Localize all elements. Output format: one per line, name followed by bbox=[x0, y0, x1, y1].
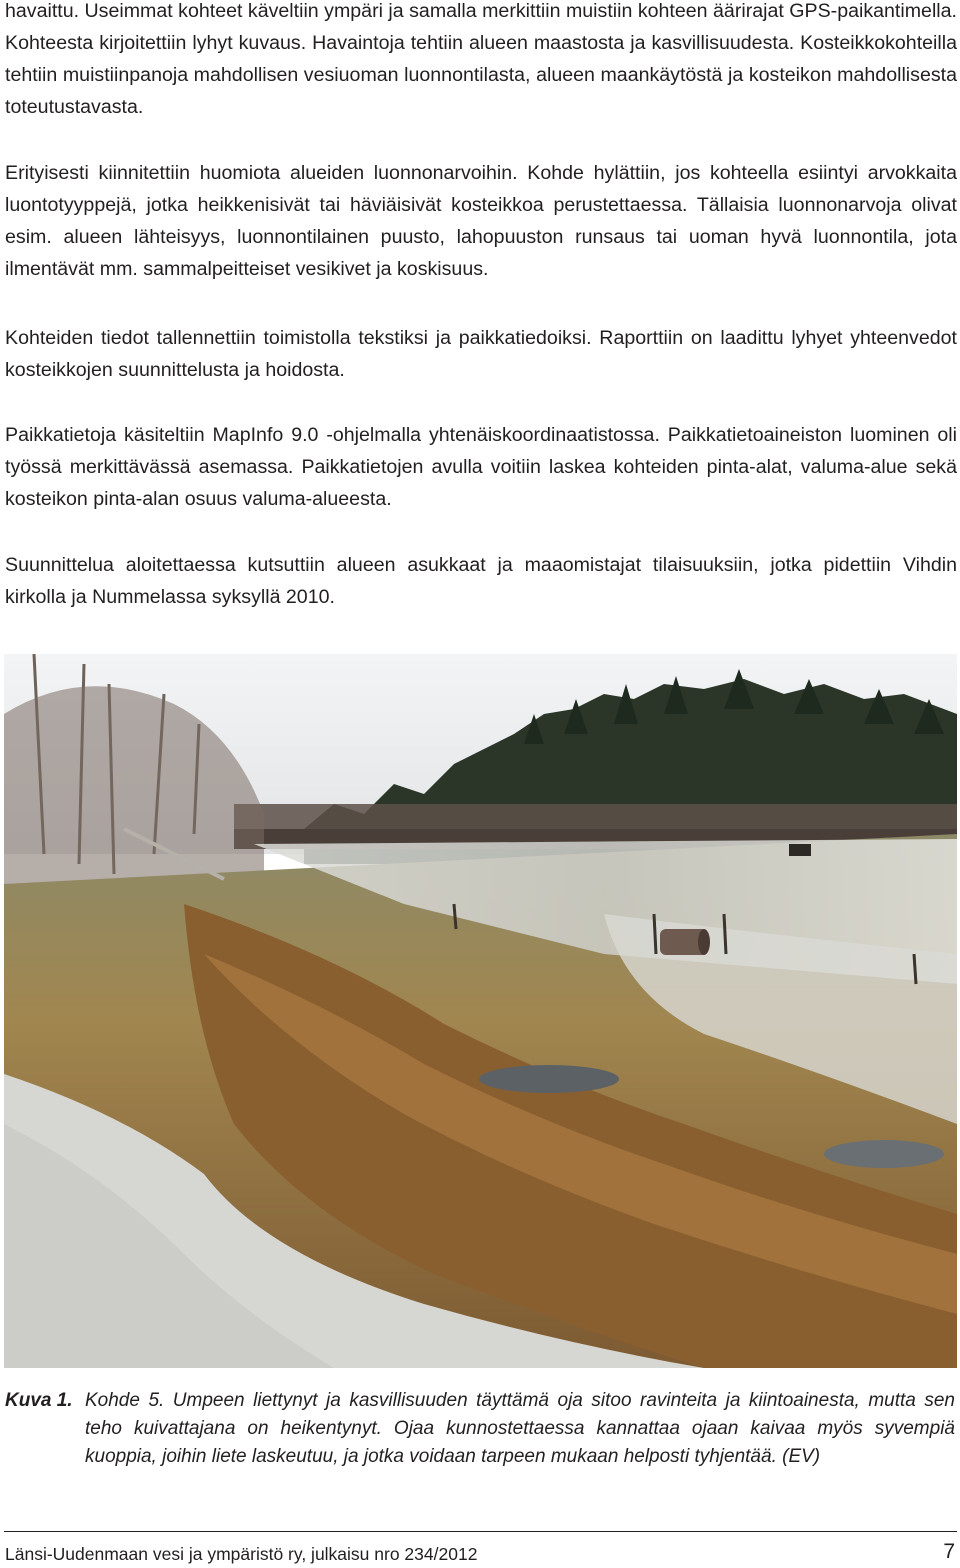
footer-divider bbox=[4, 1531, 957, 1532]
page-number: 7 bbox=[943, 1540, 955, 1563]
water-pool bbox=[479, 1065, 619, 1093]
body-paragraph-4: Paikkatietoja käsiteltiin MapInfo 9.0 -ohjelmalla yhtenäiskoordinaatistossa. Paikkatietoaineiston luominen oli työssä merkittävässä asemassa. Paikkatietojen avulla voitiin laskea kohteiden pinta-alat, valuma-alue sekä kosteikon pinta-alan osuus valuma-alueesta. bbox=[5, 424, 957, 510]
figure-label: Kuva 1. bbox=[5, 1390, 73, 1411]
figure-caption-text: Kohde 5. Umpeen liettynyt ja kasvillisuuden täyttämä oja sitoo ravinteita ja kiintoainesta, mutta sen teho kuivattajana on heikentynyt. Ojaa kunnostettaessa kannattaa ojaan kaivaa myös syvempiä kuoppia, joihin liete laskeutuu, ja jotka voidaan tarpeen mukaan helposti tyhjentää. (EV) bbox=[85, 1390, 955, 1467]
body-paragraph-3: Kohteiden tiedot tallennettiin toimistolla tekstiksi ja paikkatiedoiksi. Raporttiin on laadittu lyhyet yhteenvedot kosteikkojen suunnittelusta ja hoidosta. bbox=[5, 327, 957, 381]
body-paragraph-5: Suunnittelua aloitettaessa kutsuttiin alueen asukkaat ja maaomistajat tilaisuuksiin, jotka pidettiin Vihdin kirkolla ja Nummelassa syksyllä 2010. bbox=[5, 554, 957, 608]
body-paragraph-2: Erityisesti kiinnitettiin huomiota alueiden luonnonarvoihin. Kohde hylättiin, jos kohteella esiintyi arvokkaita luontotyyppejä, jotka heikkenisivät tai häviäisivät kosteikkoa perustettaessa. Tällaisia luonnonarvoja olivat esim. alueen lähteisyys, luonnontilainen puusto, lahopuuston runsaus tai uoman hyvä luonnontila, jota ilmentävät mm. sammalpeitteiset vesikivet ja koskisuus. bbox=[5, 162, 957, 280]
wetland-ditch-photo bbox=[4, 654, 957, 1368]
body-paragraph-1: havaittu. Useimmat kohteet käveltiin ympäri ja samalla merkittiin muistiin kohteen äärirajat GPS-paikantimella. Kohteesta kirjoitettiin lyhyt kuvaus. Havaintoja tehtiin alueen maastosta ja kasvillisuudesta. Kosteikkokohteilla tehtiin muistiinpanoja mahdollisen vesiuoman luonnontilasta, alueen maankäytöstä ja kosteikon mahdollisesta toteutustavasta. bbox=[5, 0, 957, 118]
publication-footer: Länsi-Uudenmaan vesi ja ympäristö ry, julkaisu nro 234/2012 bbox=[5, 1544, 478, 1564]
